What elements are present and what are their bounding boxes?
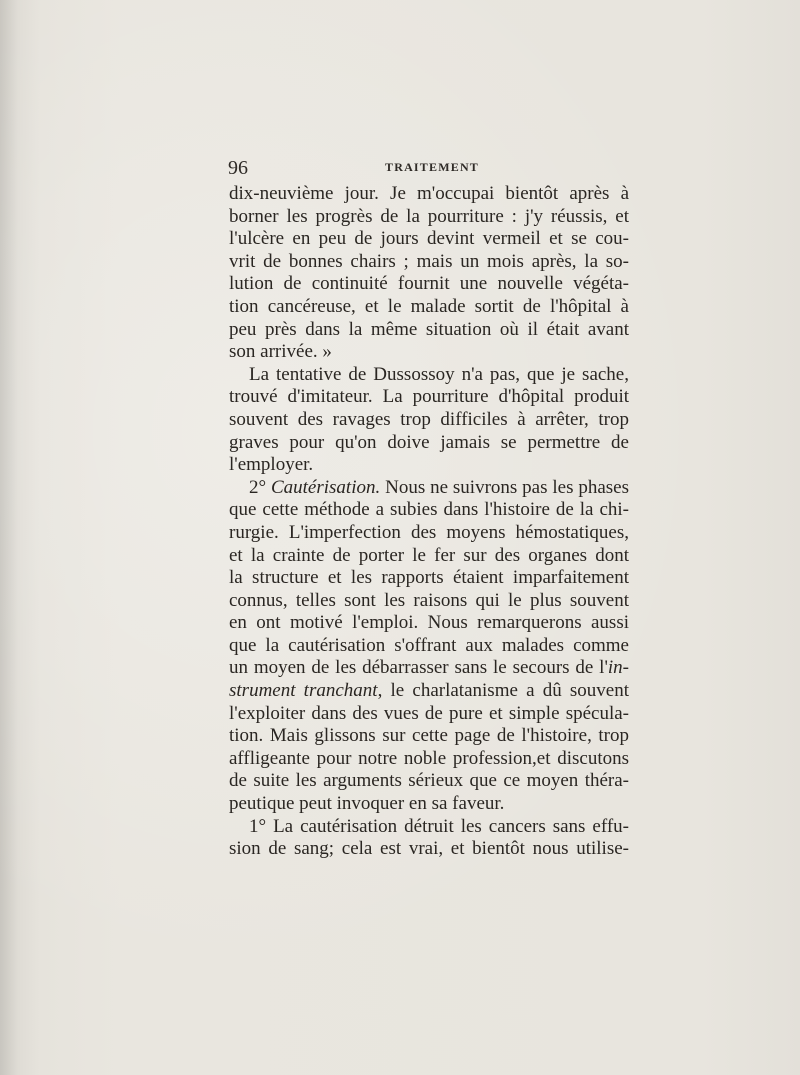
text-segment: souvent des ravages trop difficiles à arrêter, trop [229, 408, 629, 430]
text-line [229, 228, 629, 251]
body-text [229, 183, 629, 861]
text-segment: lution de continuité fournit une nouvelle végéta- [229, 273, 629, 295]
text-segment: l'ulcère en peu de jours devint vermeil et se cou- [229, 228, 629, 250]
text-line [229, 567, 629, 590]
text-line [229, 409, 629, 432]
text-line [229, 477, 629, 500]
text-segment: tion cancéreuse, et le malade sortit de l'hôpital à [229, 295, 629, 317]
text-line [229, 251, 629, 274]
text-segment: et la crainte de porter le fer sur des organes dont [229, 544, 629, 566]
text-segment: que la cautérisation s'offrant aux malades comme [229, 634, 629, 656]
text-line [229, 296, 629, 319]
text-line [229, 770, 629, 793]
text-line [229, 612, 629, 635]
text-line [229, 748, 629, 771]
text-line [229, 206, 629, 229]
text-segment: un moyen de les débarrasser sans le secours de l' [229, 657, 608, 679]
text-line [229, 657, 629, 680]
text-segment: dix-neuvième jour. Je m'occupai bientôt après à [229, 183, 629, 204]
text-line [229, 454, 629, 477]
text-line [229, 319, 629, 342]
text-line [229, 590, 629, 613]
text-line [229, 364, 629, 387]
text-segment: graves pour qu'on doive jamais se permettre de [229, 431, 629, 453]
text-segment: que cette méthode a subies dans l'histoire de la chi- [229, 499, 629, 521]
text-segment: Nous ne suivrons pas les phases [380, 476, 629, 498]
text-segment: l'employer. [229, 454, 314, 476]
text-line [229, 273, 629, 296]
text-segment: affligeante pour notre noble profession,et discutons [229, 747, 629, 769]
text-segment: peutique peut invoquer en sa faveur. [229, 793, 505, 815]
italic-text: in- [607, 657, 629, 679]
text-segment: la structure et les rapports étaient imparfaitement [229, 567, 629, 589]
text-line [229, 793, 629, 816]
text-line [229, 545, 629, 568]
text-segment: sion de sang; cela est vrai, et bientôt nous utilise- [229, 838, 629, 860]
text-line [229, 522, 629, 545]
text-line [229, 432, 629, 455]
text-segment: de suite les arguments sérieux que ce moyen théra- [229, 770, 629, 792]
page-header [228, 157, 630, 179]
text-line [229, 703, 629, 726]
text-segment: tion. Mais glissons sur cette page de l'histoire, trop [229, 725, 629, 747]
text-segment: 2° [249, 476, 271, 498]
text-segment: 1° La cautérisation détruit les cancers sans effu- [249, 815, 629, 837]
italic-text: Cautérisation. [270, 476, 381, 498]
text-segment: peu près dans la même situation où il était avant [229, 318, 629, 340]
text-segment: rurgie. L'imperfection des moyens hémostatiques, [229, 521, 629, 543]
text-segment: vrit de bonnes chairs ; mais un mois après, la so- [229, 250, 629, 272]
text-segment: borner les progrès de la pourriture : j'y réussis, et [229, 205, 629, 227]
text-line [229, 838, 629, 861]
text-line [229, 386, 629, 409]
text-line [229, 725, 629, 748]
text-line [229, 635, 629, 658]
text-line [229, 341, 629, 364]
text-segment: en ont motivé l'emploi. Nous remarquerons aussi [229, 612, 629, 634]
text-segment: , le charlatanisme a dû souvent [377, 680, 629, 702]
italic-text: strument tranchant [229, 680, 378, 702]
text-segment: trouvé d'imitateur. La pourriture d'hôpital produit [229, 386, 629, 408]
text-line [229, 183, 629, 206]
running-head: TRAITEMENT [385, 160, 480, 174]
text-line [229, 499, 629, 522]
text-line [229, 816, 629, 839]
text-segment: l'exploiter dans des vues de pure et simple spécula- [229, 702, 629, 724]
text-segment: La tentative de Dussossoy n'a pas, que je sache, [249, 363, 629, 385]
text-segment: son arrivée. » [229, 341, 332, 363]
page-number: 96 [228, 157, 248, 179]
text-segment: connus, telles sont les raisons qui le plus souvent [229, 589, 629, 611]
text-line [229, 680, 629, 703]
